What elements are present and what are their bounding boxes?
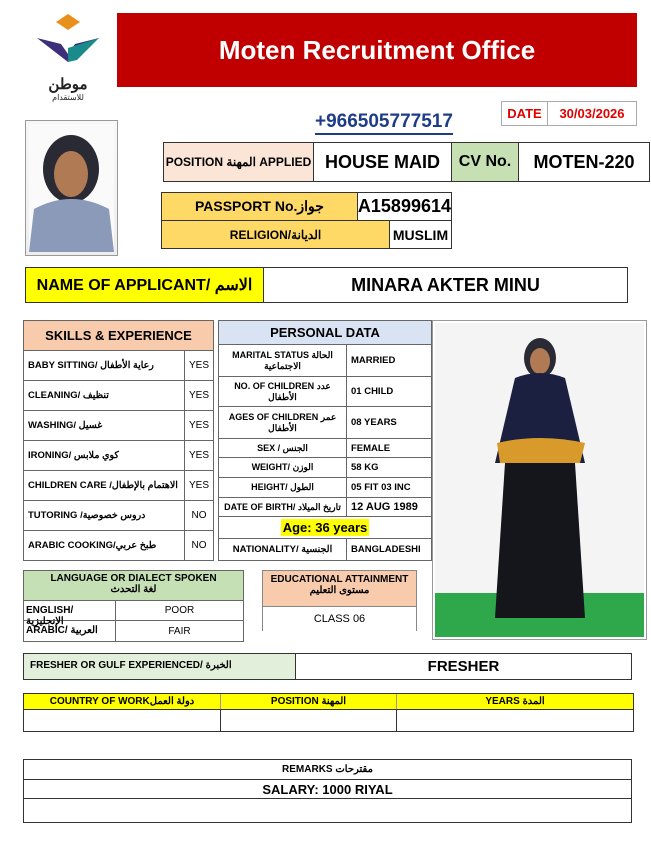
- skill-value: NO: [184, 501, 213, 531]
- personal-label: DATE OF BIRTH/ تاريخ الميلاد: [219, 498, 347, 517]
- experience-value: FRESHER: [427, 658, 500, 675]
- skill-label: BABY SITTING/ رعاية الأطفال: [24, 351, 185, 381]
- title-banner: Moten Recruitment Office: [117, 13, 637, 87]
- skill-label: CHILDREN CARE /الاهتمام بالإطفال: [24, 471, 185, 501]
- personal-label: HEIGHT/ الطول: [219, 478, 347, 498]
- skill-row: [24, 381, 214, 411]
- skill-value: NO: [184, 531, 213, 561]
- personal-value: 01 CHILD: [347, 377, 432, 407]
- personal-title: PERSONAL DATA: [219, 321, 432, 345]
- skill-row: [24, 471, 214, 501]
- education-value: CLASS 06: [313, 613, 366, 625]
- skill-row: [24, 441, 214, 471]
- personal-row: [219, 377, 432, 407]
- personal-row: [219, 407, 432, 439]
- position-value: HOUSE MAID: [314, 143, 452, 181]
- work-history-table: [23, 693, 634, 732]
- education-title: EDUCATIONAL ATTAINMENT: [270, 574, 409, 585]
- applicant-name: MINARA AKTER MINU: [351, 274, 540, 295]
- experience-label: FRESHER OR GULF EXPERIENCED/ الخبرة: [24, 654, 296, 679]
- personal-value: 58 KG: [347, 458, 432, 478]
- position-label: POSITION المهنة APPLIED: [164, 143, 314, 181]
- language-level: POOR: [164, 605, 195, 616]
- work-header-years: YEARS المدة: [485, 696, 545, 707]
- skills-title: SKILLS & EXPERIENCE: [24, 321, 214, 351]
- personal-row: [219, 345, 432, 377]
- personal-value: 05 FIT 03 INC: [347, 478, 432, 498]
- work-header-country: COUNTRY OF WORKدولة العمل: [24, 694, 221, 709]
- face-photo: [25, 120, 118, 256]
- skill-value: YES: [184, 441, 213, 471]
- personal-row: [219, 458, 432, 478]
- language-row: [24, 601, 243, 627]
- passport-table: [161, 192, 452, 249]
- skill-row: [24, 531, 214, 561]
- personal-row: [219, 439, 432, 458]
- skill-label: IRONING/ كوي ملابس: [24, 441, 185, 471]
- religion-value: MUSLIM: [392, 226, 449, 243]
- passport-value: A15899614: [357, 196, 451, 216]
- skill-row: [24, 351, 214, 381]
- position-row: [163, 142, 650, 182]
- cv-label: CV No.: [452, 143, 519, 181]
- work-header-position: POSITION المهنة: [221, 694, 397, 709]
- skill-value: YES: [184, 411, 213, 441]
- salary: SALARY: 1000 RIYAL: [24, 780, 631, 799]
- personal-value: MARRIED: [347, 345, 432, 377]
- language-label: ARABIC/ العربية: [24, 621, 116, 641]
- personal-label: NO. OF CHILDREN عدد الأطفال: [219, 377, 347, 407]
- cv-value: MOTEN-220: [533, 151, 635, 172]
- language-title: LANGUAGE OR DIALECT SPOKEN: [50, 573, 217, 584]
- skill-value: YES: [184, 471, 213, 501]
- age-badge: Age: 36 years: [282, 520, 368, 535]
- skills-table: [23, 320, 214, 561]
- passport-label: PASSPORT No.جواز: [162, 193, 358, 220]
- religion-label: RELIGION/الديانة: [162, 221, 390, 248]
- personal-row: [219, 498, 432, 517]
- experience-row: [23, 653, 632, 680]
- full-body-photo: [432, 320, 647, 640]
- education-box: [262, 570, 417, 631]
- date-box: [501, 101, 637, 126]
- remarks-title: REMARKS مقترحات: [24, 760, 631, 780]
- skill-value: YES: [184, 351, 213, 381]
- date-value: 30/03/2026: [559, 106, 625, 121]
- name-row: [25, 267, 628, 303]
- name-label: NAME OF APPLICANT/ الاسم: [26, 268, 264, 302]
- personal-label: MARITAL STATUS الحالة الاجتماعية: [219, 345, 347, 377]
- company-logo: موطن للاستقدام: [35, 12, 101, 96]
- nationality-label: NATIONALITY/ الجنسية: [219, 539, 347, 561]
- skill-label: CLEANING/ تنظيف: [24, 381, 185, 411]
- personal-value: 08 YEARS: [347, 407, 432, 439]
- skill-label: ARABIC COOKING/طبخ عربي: [24, 531, 185, 561]
- skill-row: [24, 501, 214, 531]
- personal-label: AGES OF CHILDREN عمر الأطفال: [219, 407, 347, 439]
- skill-label: WASHING/ غسيل: [24, 411, 185, 441]
- language-row: [24, 621, 243, 641]
- education-title-ar: مستوى التعليم: [309, 585, 370, 596]
- nationality-value: BANGLADESHI: [347, 539, 432, 561]
- skill-row: [24, 411, 214, 441]
- personal-label: WEIGHT/ الوزن: [219, 458, 347, 478]
- skill-label: TUTORING /دروس خصوصية: [24, 501, 185, 531]
- remarks-table: [23, 759, 632, 823]
- date-label: DATE: [502, 102, 548, 125]
- personal-data-table: [218, 320, 432, 561]
- language-table: [23, 570, 244, 642]
- language-label: ENGLISH/ الإنجليزية: [24, 601, 116, 620]
- personal-label: SEX / الجنس: [219, 439, 347, 458]
- phone-number[interactable]: +966505777517: [315, 111, 453, 135]
- language-title-ar: لغة التحدث: [110, 584, 157, 595]
- personal-value: FEMALE: [347, 439, 432, 458]
- skill-value: YES: [184, 381, 213, 411]
- language-level: FAIR: [168, 625, 191, 637]
- personal-value: 12 AUG 1989: [347, 498, 432, 517]
- personal-row: [219, 478, 432, 498]
